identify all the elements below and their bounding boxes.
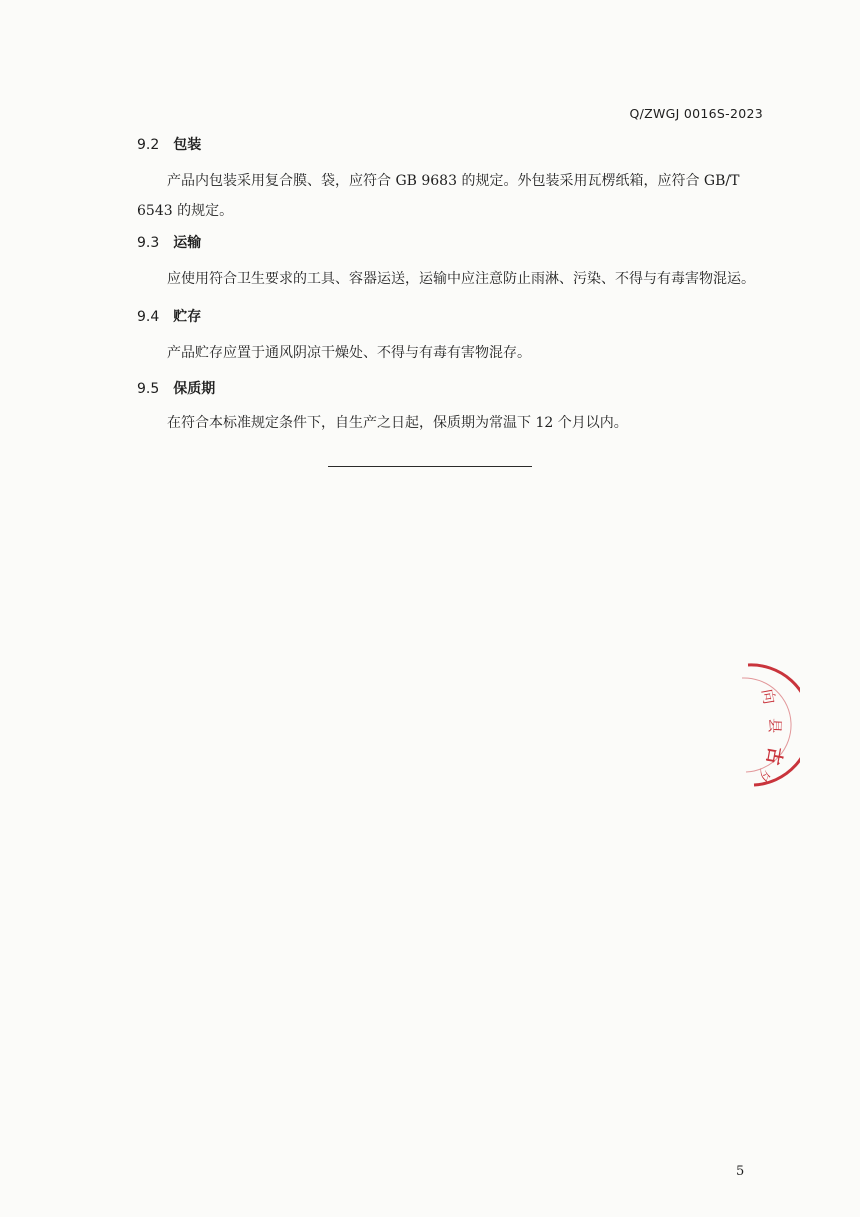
section-number: 9.2 [137, 137, 160, 153]
section-number: 9.3 [137, 235, 160, 251]
section-title: 包装 [173, 137, 202, 153]
section-body-transport: 应使用符合卫生要求的工具、容器运送，运输中应注意防止雨淋、污染、不得与有毒害物混运。 [167, 271, 755, 287]
section-heading-transport [137, 232, 201, 252]
seal-graphic [740, 660, 800, 790]
document-code: Q/ZWGJ 0016S-2023 [629, 106, 763, 121]
page-number: 5 [736, 1164, 745, 1179]
section-number: 9.5 [137, 381, 160, 397]
section-number: 9.4 [137, 309, 160, 325]
section-heading-packaging [137, 134, 201, 154]
section-title: 贮存 [173, 309, 202, 325]
section-body-storage: 产品贮存应置于通风阴凉干燥处、不得与有毒有害物混存。 [167, 345, 531, 361]
section-body-shelf-life: 在符合本标准规定条件下，自生产之日起，保质期为常温下 12 个月以内。 [167, 415, 628, 431]
svg-text:夕: 夕 [753, 766, 773, 784]
end-rule [328, 466, 532, 467]
section-title: 保质期 [173, 381, 216, 397]
section-heading-shelf-life [137, 378, 215, 398]
red-seal-stamp [740, 660, 800, 790]
svg-text:向: 向 [758, 687, 779, 706]
section-heading-storage [137, 306, 201, 326]
svg-text:古: 古 [761, 745, 786, 767]
svg-text:县: 县 [765, 717, 784, 734]
section-title: 运输 [173, 235, 202, 251]
section-body-packaging: 产品内包装采用复合膜、袋，应符合 GB 9683 的规定。外包装采用瓦楞纸箱，应符合 GB/T 6543 的规定。 [137, 173, 740, 219]
